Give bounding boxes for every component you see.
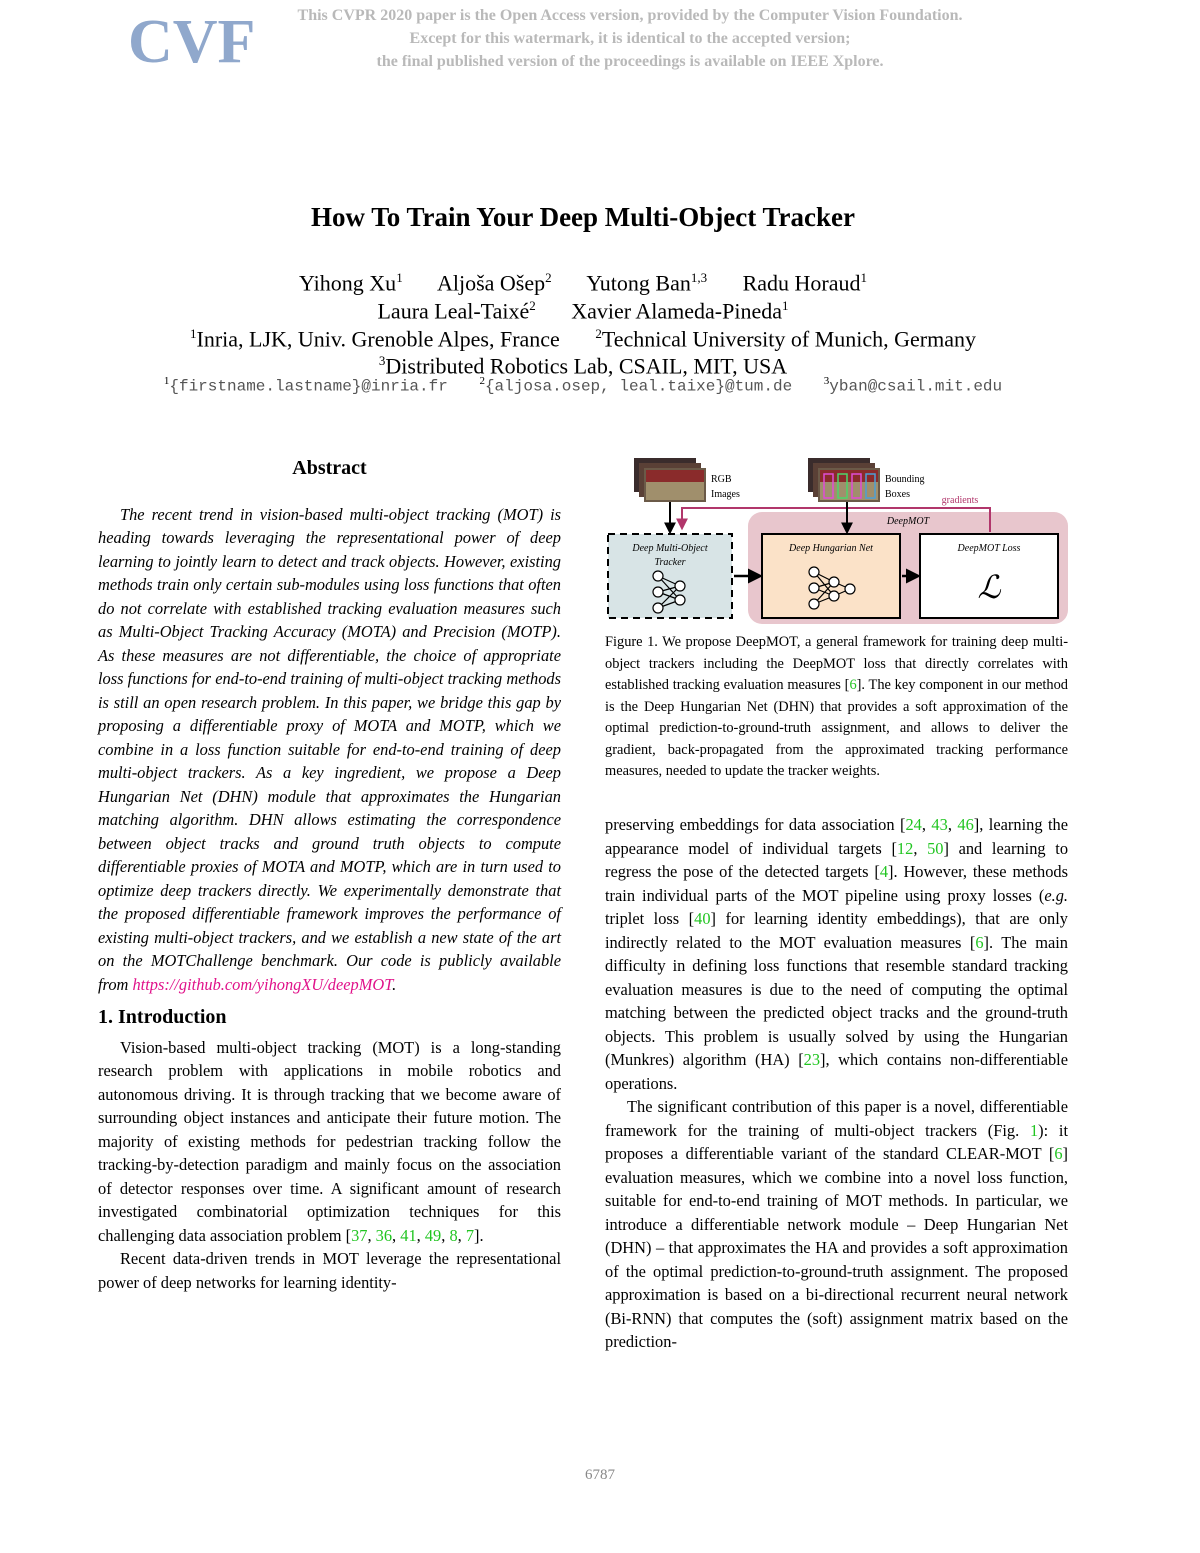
cite-24[interactable]: 24 bbox=[905, 815, 922, 834]
cite-6-clear-mot[interactable]: 6 bbox=[1054, 1144, 1063, 1163]
email-2: {aljosa.osep, leal.taixe}@tum.de bbox=[484, 377, 793, 396]
abstract-heading: Abstract bbox=[292, 457, 367, 479]
cvf-logo bbox=[128, 8, 256, 76]
r1-text-b: ], learning the appearance model of individual targets [ bbox=[605, 815, 1069, 858]
dhn-label: Deep Hungarian Net bbox=[789, 543, 873, 554]
right-paragraph-2 bbox=[605, 1095, 1068, 1354]
cvf-logo-text: CVF bbox=[128, 8, 256, 76]
bounding-box-image-stack bbox=[808, 458, 880, 502]
abstract-end: . bbox=[392, 974, 397, 994]
tracker-label-2: Tracker bbox=[654, 557, 686, 568]
cite-4[interactable]: 4 bbox=[879, 862, 889, 881]
r2-text-b: ): it proposes a differentiable variant of the standard CLEAR-MOT [ bbox=[605, 1120, 1069, 1163]
author-1: Yihong Xu bbox=[299, 270, 397, 296]
affiliation-2: Technical University of Munich, Germany bbox=[601, 326, 976, 352]
author-1-sup: 1 bbox=[396, 270, 403, 285]
r2-text-a: The significant contribution of this paper is a novel, differentiable framework for the training of multi-object trackers (Fig. bbox=[605, 1097, 1068, 1140]
watermark bbox=[250, 4, 1010, 73]
right-paragraph-1: preserving embeddings for data association [24, 43, 46], learning the appearance model of individual targets [12, 50] and learning to regress the pose of the detected targets [4]. However, these methods train individual parts of the MOT pipeline using proxy losses (e.g. triplet loss [40] for learning identity embeddings), that are only indirectly related to the MOT evaluation measures [6]. The main difficulty in defining loss functions that resemble standard tracking evaluation measures is due to the need of computing the optimal matching between the predicted object tracks and the ground-truth objects. This problem is usually solved by using the Hungarian (Munkres) algorithm (HA) [23], which contains non-differentiable operations. bbox=[605, 815, 1069, 1093]
author-6-sup: 1 bbox=[782, 298, 789, 313]
caption-text-end: ]. The key component in our method is the Deep Hungarian Net (DHN) that provides a soft approximation of the optimal prediction-to-ground-truth assignment, and allows to deliver the gradient, back-propagated from the approximated tracking performance measures, needed to update the tracker weights. bbox=[605, 677, 1068, 779]
left-column bbox=[98, 457, 561, 1294]
caption-cite-6[interactable]: 6 bbox=[849, 677, 857, 693]
email-3: yban@csail.mit.edu bbox=[829, 377, 1003, 396]
r1-text-d: ]. However, these methods train individual parts of the MOT pipeline using proxy losses ( bbox=[605, 862, 1068, 905]
r2-text-c: ] evaluation measures, which we combine into a novel loss function, suitable for end-to-end training of MOT methods. In particular, we introduce a differentiable network module – Deep Hungarian Net (DHN) – that approximates the HA and provides a soft approximation of the optimal prediction-to-ground-truth assignment. The proposed approximation is based on a bi-directional recurrent neural network (Bi-RNN) that computes the (soft) assignment matrix based on the prediction- bbox=[605, 1144, 1068, 1351]
abstract-body bbox=[98, 503, 561, 997]
email-2-sup: 2 bbox=[479, 375, 485, 387]
rgb-label-1: RGB bbox=[711, 474, 732, 485]
watermark-line-1: This CVPR 2020 paper is the Open Access version, provided by the Computer Vision Foundation. bbox=[297, 7, 963, 24]
abstract-text: The recent trend in vision-based multi-object tracking (MOT) is heading towards leveraging the representational power of deep learning to jointly learn to detect and track objects. However, existing methods train only certain sub-modules using loss functions that often do not correlate with established tracking evaluation measures such as Multi-Object Tracking Accuracy (MOTA) and Precision (MOTP). As these measures are not differentiable, the choice of appropriate loss functions for end-to-end training of multi-object tracking methods is still an open research problem. In this paper, we bridge this gap by proposing a differentiable proxy of MOTA and MOTP, which we combine in a loss function suitable for end-to-end training of deep multi-object trackers. As a key ingredient, we propose a Deep Hungarian Net (DHN) module that approximates the Hungarian matching algorithm. DHN allows estimating the correspondence between object tracks and ground truth objects to compute differentiable proxies of MOTA and MOTP, which are in turn used to optimize deep trackers directly. We experimentally demonstrate that the proposed differentiable framework improves the performance of existing multi-object trackers, and we establish a new state of the art on the MOTChallenge benchmark. Our code is publicly available from bbox=[98, 504, 561, 994]
intro-p1-text: Vision-based multi-object tracking (MOT) is a long-standing research problem with applications in mobile robotics and autonomous driving. It is through tracking that we become aware of surrounding object instances and anticipate their future motion. The majority of existing methods for pedestrian tracking follow the tracking-by-detection paradigm and mainly focus on the association of detector responses over time. A significant amount of research investigated combinatorial optimization techniques for this challenging data association problem [ bbox=[98, 1037, 561, 1245]
watermark-line-2: Except for this watermark, it is identical to the accepted version; bbox=[409, 30, 851, 47]
cite-6[interactable]: 6 bbox=[975, 932, 984, 952]
rgb-image-stack bbox=[634, 458, 706, 502]
figure-1-caption bbox=[605, 632, 1068, 783]
r1-eg: e.g. bbox=[1044, 885, 1068, 905]
tracker-label-1: Deep Multi-Object bbox=[632, 543, 708, 554]
author-5: Laura Leal-Taixé bbox=[377, 298, 530, 324]
fig-1-ref[interactable]: 1 bbox=[1029, 1120, 1039, 1140]
intro-p1-end: ]. bbox=[474, 1225, 484, 1245]
loss-label: DeepMOT Loss bbox=[957, 543, 1021, 554]
email-3-sup: 3 bbox=[823, 375, 830, 387]
affiliation-3-sup: 3 bbox=[378, 353, 386, 368]
affiliation-1: Inria, LJK, Univ. Grenoble Alpes, France bbox=[196, 326, 560, 352]
email-line bbox=[0, 375, 1166, 395]
r1-text-e: triplet loss [ bbox=[605, 909, 695, 928]
cite-7[interactable]: 7 bbox=[465, 1225, 475, 1245]
r1-text-g: ]. The main difficulty in defining loss functions that resemble standard tracking evaluation measures is due to the need of computing the optimal matching between the predicted object tracks and the ground-truth objects. This problem is usually solved by using the Hungarian (Munkres) algorithm (HA) [ bbox=[605, 932, 1068, 1069]
caption-text: Figure 1. We propose DeepMOT, a general framework for training deep multi-object trackers including the DeepMOT loss that directly correlates with established tracking evaluation measures [ bbox=[605, 634, 1068, 693]
cite-40[interactable]: 40 bbox=[694, 909, 711, 928]
affiliation-3: Distributed Robotics Lab, CSAIL, MIT, USA bbox=[385, 353, 788, 379]
intro-paragraph-2: Recent data-driven trends in MOT leverage the representational power of deep networks for learning identity- bbox=[98, 1249, 561, 1292]
deepmot-band-label: DeepMOT bbox=[886, 516, 930, 527]
author-3-sup: 1,3 bbox=[690, 270, 708, 285]
author-4: Radu Horaud bbox=[742, 270, 861, 296]
right-column bbox=[605, 813, 1068, 1354]
affiliation-2-sup: 2 bbox=[595, 326, 602, 341]
author-5-sup: 2 bbox=[529, 298, 536, 313]
email-1: {firstname.lastname}@inria.fr bbox=[169, 377, 448, 396]
watermark-line-3: the final published version of the proceedings is available on IEEE Xplore. bbox=[376, 53, 884, 70]
figure-1-diagram bbox=[600, 452, 1072, 628]
bounding-boxes-label-2: Boxes bbox=[885, 489, 910, 500]
affiliation-1-sup: 1 bbox=[190, 326, 197, 341]
cite-46[interactable]: 46 bbox=[957, 815, 974, 834]
code-link[interactable]: https://github.com/yihongXU/deepMOT bbox=[132, 974, 393, 994]
r1-text-f: ] for learning identity embeddings), that are only indirectly related to the MOT evaluation measures [ bbox=[605, 909, 1068, 952]
cite-50[interactable]: 50 bbox=[927, 838, 944, 858]
author-2: Aljoša Ošep bbox=[436, 270, 546, 296]
bounding-boxes-label-1: Bounding bbox=[885, 474, 925, 485]
email-1-sup: 1 bbox=[163, 375, 170, 387]
loss-symbol: ℒ bbox=[977, 569, 1001, 605]
cite-41[interactable]: 41 bbox=[400, 1225, 417, 1245]
cite-23[interactable]: 23 bbox=[803, 1050, 821, 1069]
r1-text-c: ] and learning to regress the pose of the detected targets [ bbox=[605, 838, 1069, 881]
gradients-label: gradients bbox=[941, 495, 979, 506]
author-3: Yutong Ban bbox=[586, 270, 691, 296]
intro-paragraph-1: Vision-based multi-object tracking (MOT) is a long-standing research problem with applications in mobile robotics and autonomous driving. It is through tracking that we become aware of surrounding object instances and anticipate their future motion. The majority of existing methods for pedestrian tracking follow the tracking-by-detection paradigm and mainly focus on the association of detector responses over time. A significant amount of research investigated combinatorial optimization techniques for this challenging data association problem [37, 36, 41, 49, 8, 7]. bbox=[98, 1037, 561, 1245]
author-6: Xavier Alameda-Pineda bbox=[571, 298, 782, 324]
cite-37[interactable]: 37 bbox=[351, 1225, 368, 1245]
rgb-label-2: Images bbox=[711, 489, 740, 500]
r1-text-a: preserving embeddings for data association [ bbox=[605, 815, 906, 834]
cite-43[interactable]: 43 bbox=[931, 815, 948, 834]
cite-49[interactable]: 49 bbox=[424, 1225, 442, 1245]
author-2-sup: 2 bbox=[545, 270, 552, 285]
paper-title: How To Train Your Deep Multi-Object Tracker bbox=[311, 202, 855, 232]
r1-text-h: ], which contains non-differentiable operations. bbox=[605, 1050, 1068, 1093]
cite-8[interactable]: 8 bbox=[449, 1225, 458, 1245]
author-4-sup: 1 bbox=[860, 270, 867, 285]
page-number: 6787 bbox=[585, 1467, 615, 1483]
introduction-heading: 1. Introduction bbox=[98, 1006, 227, 1028]
cite-36[interactable]: 36 bbox=[375, 1225, 393, 1245]
cite-12[interactable]: 12 bbox=[896, 838, 914, 858]
